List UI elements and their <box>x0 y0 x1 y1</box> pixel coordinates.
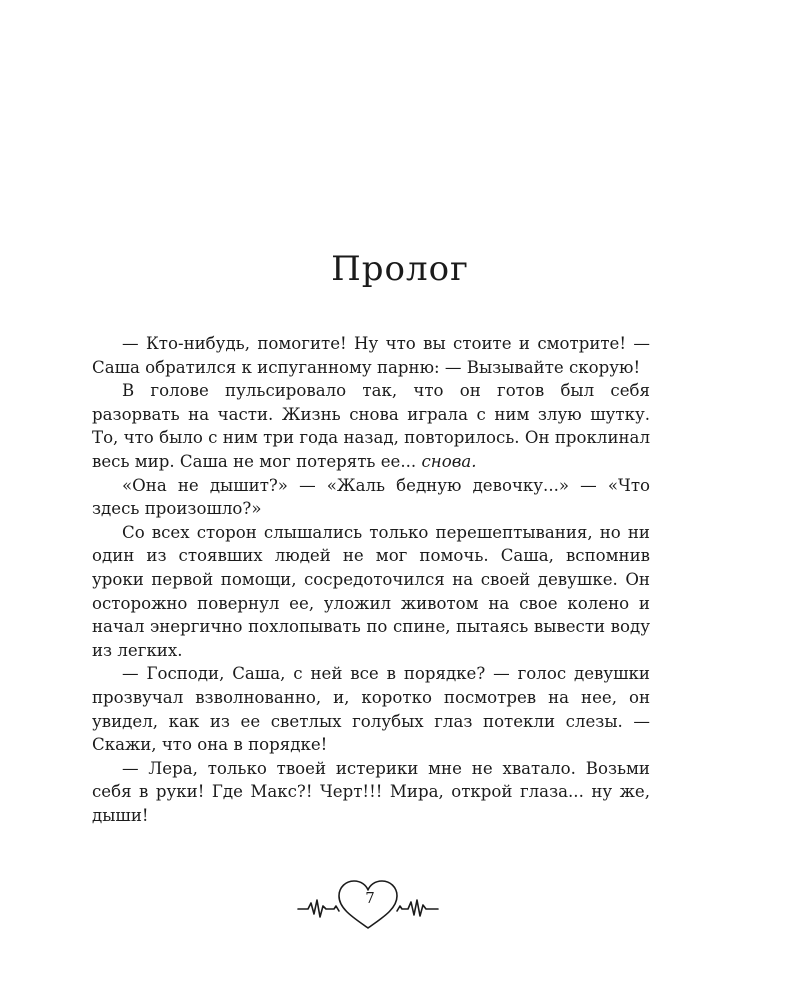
paragraph-1: — Кто-нибудь, помогите! Ну что вы стоите и смотрите! — Саша обратился к испуганному парню: — Вызывайте скорую! <box>92 334 650 377</box>
paragraph-6: — Лера, только твоей истерики мне не хватало. Возьми себя в руки! Где Макс?! Черт!!! Мира, открой глаза... ну же, дыши! <box>92 758 650 825</box>
paragraph-5: — Господи, Саша, с ней все в порядке? — голос девушки прозвучал взволнованно, и, коротко посмотрев на нее, он увидел, как из ее светлых голубых глаз потекли слезы. — Скажи, что она в порядке! <box>92 664 650 755</box>
chapter-title: Пролог <box>331 249 469 289</box>
paragraph-2-italic: снова. <box>421 451 477 471</box>
chapter-body <box>92 332 650 827</box>
paragraph-2-text: В голове пульсировало так, что он готов был себя разорвать на части. Жизнь снова играла с ним злую шутку. То, что было с ним три года назад, повторилось. Он проклинал весь мир. Саша не мог потерять ее... <box>92 381 650 471</box>
paragraph-3: «Она не дышит?» — «Жаль бедную девочку...» — «Что здесь произошло?» <box>92 475 650 519</box>
page-number: 7 <box>365 889 375 907</box>
paragraph-2 <box>92 379 650 473</box>
paragraph-4: Со всех сторон слышались только перешептывания, но ни один из стоявших людей не мог помочь. Саша, вспомнив уроки первой помощи, сосредоточился на своей девушке. Он осторожно повернул ее, уложил животом на свое колено и начал энергично похлопывать по спине, пытаясь вывести воду из легких. <box>92 522 650 660</box>
